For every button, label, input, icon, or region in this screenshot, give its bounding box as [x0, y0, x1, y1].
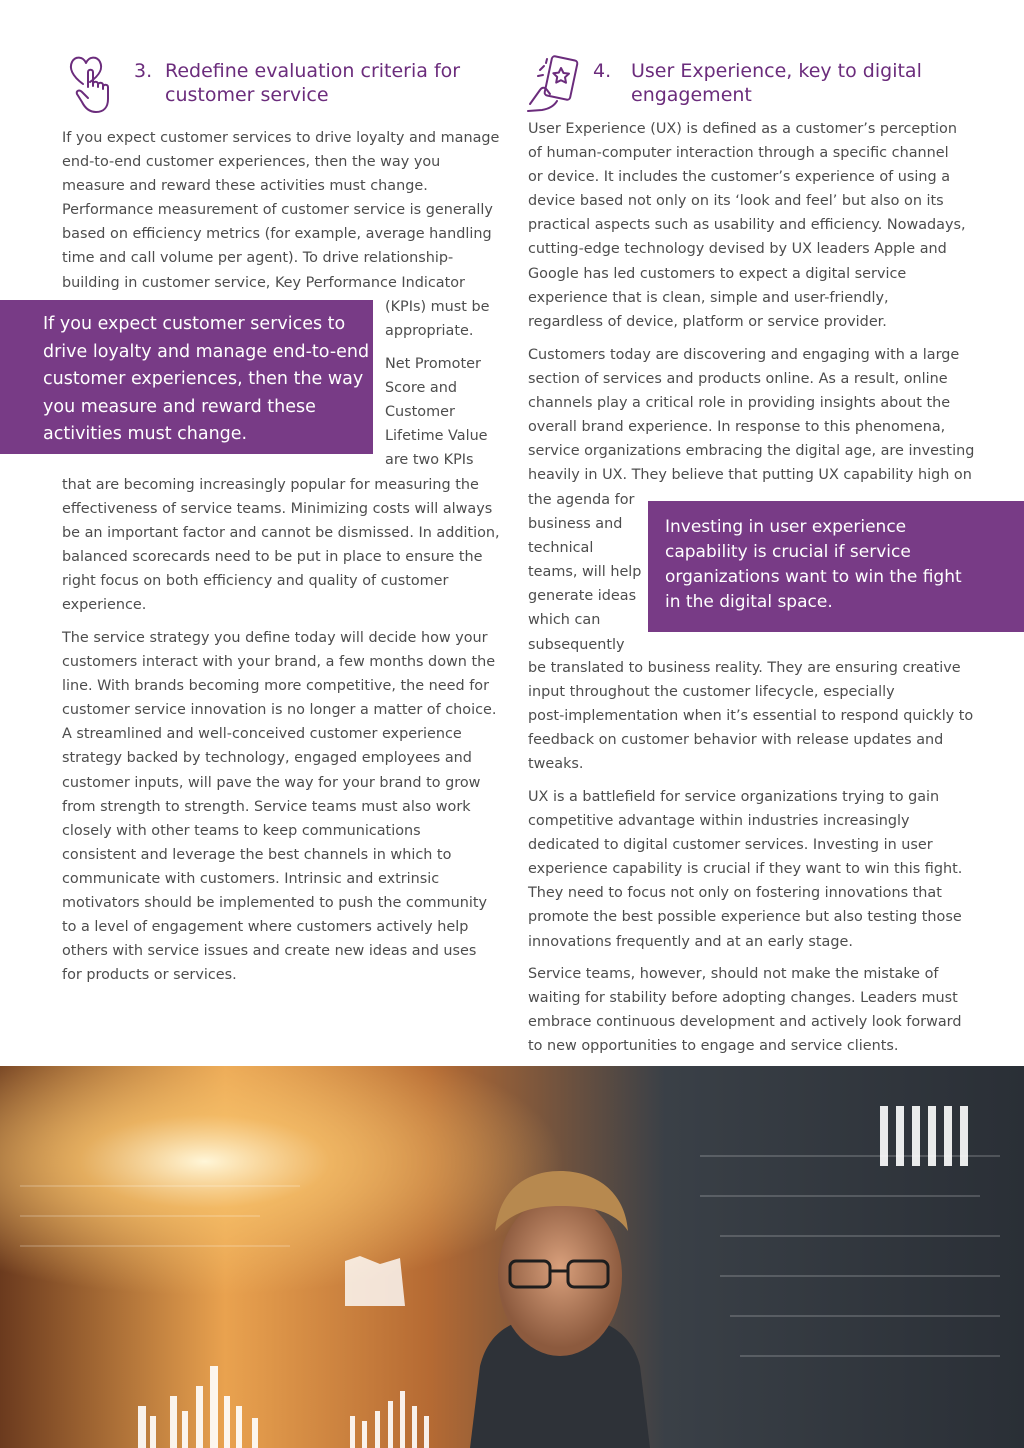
- text-line: feedback on customer behavior with release updates and: [528, 732, 944, 749]
- paragraph: [62, 626, 496, 987]
- paragraph: [528, 117, 966, 334]
- text-line: to a level of engagement where customers actively help: [62, 919, 469, 936]
- text-line: are two KPIs: [385, 452, 474, 469]
- text-line: service organizations embracing the digital age, are investing: [528, 443, 975, 460]
- text-line: dedicated to digital customer services. Investing in user: [528, 837, 933, 854]
- text-line: balanced scorecards need to be put in place to ensure the: [62, 549, 483, 566]
- text-line: effectiveness of service teams. Minimizing costs will always: [62, 501, 493, 518]
- text-line: based on efficiency metrics (for example, average handling: [62, 226, 492, 243]
- text-line: measure and reward these activities must change.: [62, 178, 428, 195]
- text-line: practical aspects such as usability and efficiency. Nowadays,: [528, 217, 966, 234]
- quote-line: If you expect customer services to: [43, 314, 346, 334]
- section-3-heading: [134, 59, 460, 107]
- text-line: experience capability is crucial if they want to win this fight.: [528, 861, 963, 878]
- quote-line: activities must change.: [43, 424, 248, 444]
- paragraph: [528, 785, 962, 954]
- text-line: Customers today are discovering and engaging with a large: [528, 347, 960, 363]
- text-line: right focus on both efficiency and quality of customer: [62, 573, 449, 590]
- text-line: embrace continuous development and actively look forward: [528, 1014, 962, 1031]
- text-line: competitive advantage within industries increasingly: [528, 813, 910, 830]
- paragraph-wrap: [385, 352, 488, 472]
- text-line: heavily in UX. They believe that putting UX capability high on: [528, 467, 972, 484]
- text-line: customer inputs, will pave the way for your brand to grow: [62, 774, 481, 791]
- text-line: building in customer service, Key Performance Indicator: [62, 274, 465, 291]
- text-line: from strength to strength. Service teams must also work: [62, 798, 471, 815]
- text-line: experience.: [62, 597, 147, 614]
- pull-quote-left: [0, 300, 373, 454]
- heading-line: engagement: [631, 84, 752, 106]
- section-4-heading: [593, 59, 922, 107]
- heading-line: User Experience, key to digital: [631, 60, 922, 82]
- quote-line: Investing in user experience: [665, 517, 907, 537]
- text-line: input throughout the customer lifecycle, especially: [528, 684, 895, 701]
- pull-quote-right: [648, 501, 1024, 632]
- man-with-glasses-data-screens-photo: [0, 1066, 1024, 1448]
- text-line: promote the best possible experience but also testing those: [528, 909, 962, 926]
- text-line: cutting-edge technology devised by UX leaders Apple and: [528, 241, 947, 258]
- text-line: consistent and leverage the best channels in which to: [62, 846, 452, 863]
- text-line: technical: [528, 540, 594, 557]
- quote-line: you measure and reward these: [43, 396, 316, 417]
- phone-star-hand-icon: [526, 54, 582, 112]
- text-line: teams, will help: [528, 564, 642, 581]
- text-line: The service strategy you define today will decide how your: [62, 630, 488, 646]
- text-line: or device. It includes the customer’s experience of using a: [528, 169, 951, 186]
- quote-line: customer experiences, then the way: [43, 369, 364, 389]
- quote-line: capability is crucial if service: [665, 542, 911, 562]
- text-line: that are becoming increasingly popular for measuring the: [62, 477, 479, 493]
- text-line: A streamlined and well-conceived customer experience: [62, 726, 462, 743]
- text-line: Score and: [385, 380, 457, 397]
- text-line: of human-computer interaction through a specific channel: [528, 145, 949, 162]
- text-line: be translated to business reality. They are ensuring creative: [528, 660, 961, 676]
- text-line: If you expect customer services to drive loyalty and manage: [62, 130, 500, 146]
- section-number: 4.: [593, 60, 612, 82]
- text-line: device based not only on its ‘look and feel’ but also on its: [528, 193, 944, 210]
- quote-line: drive loyalty and manage end-to-end: [43, 341, 370, 362]
- text-line: They need to focus not only on fostering innovations that: [528, 885, 942, 902]
- paragraph: [528, 656, 973, 776]
- heart-hand-icon: [68, 54, 118, 116]
- text-line: regardless of device, platform or service provider.: [528, 313, 887, 330]
- quote-line: organizations want to win the fight: [665, 567, 962, 587]
- text-line: time and call volume per agent). To drive relationship-: [62, 250, 454, 267]
- text-line: line. With brands becoming more competitive, the need for: [62, 678, 490, 695]
- text-line: for products or services.: [62, 967, 237, 984]
- text-line: customer service innovation is no longer a matter of choice.: [62, 702, 497, 719]
- text-line: waiting for stability before adopting changes. Leaders must: [528, 990, 958, 1007]
- text-line: end-to-end customer experiences, then the way you: [62, 154, 441, 171]
- paragraph: [528, 343, 974, 488]
- text-line: strategy backed by technology, engaged employees and: [62, 750, 472, 767]
- text-line: UX is a battlefield for service organizations trying to gain: [528, 789, 940, 805]
- text-line: appropriate.: [385, 323, 474, 340]
- text-line: Performance measurement of customer service is generally: [62, 202, 493, 219]
- paragraph: [62, 473, 500, 618]
- text-line: subsequently: [528, 636, 625, 653]
- text-line: the agenda for: [528, 492, 635, 508]
- text-line: tweaks.: [528, 756, 584, 773]
- quote-line: in the digital space.: [665, 592, 833, 612]
- text-line: others with service issues and create new ideas and uses: [62, 943, 477, 960]
- text-line: post-implementation when it’s essential to respond quickly to: [528, 708, 974, 725]
- text-line: overall brand experience. In response to this phenomena,: [528, 419, 946, 436]
- text-line: customers interact with your brand, a few months down the: [62, 654, 496, 671]
- text-line: innovations frequently and at an early stage.: [528, 933, 853, 950]
- paragraph-wrap: [528, 488, 641, 657]
- paragraph: [62, 126, 499, 295]
- text-line: section of services and products online. As a result, online: [528, 371, 948, 388]
- heading-line: customer service: [165, 84, 329, 106]
- text-line: Customer: [385, 404, 455, 421]
- section-number: 3.: [134, 60, 153, 82]
- text-line: to new opportunities to engage and service clients.: [528, 1038, 899, 1055]
- text-line: Net Promoter: [385, 356, 481, 372]
- text-line: Lifetime Value: [385, 428, 488, 445]
- heading-line: Redefine evaluation criteria for: [165, 60, 461, 82]
- paragraph: [528, 962, 961, 1058]
- paragraph-wrap: [385, 295, 490, 343]
- text-line: experience that is clean, simple and user-friendly,: [528, 289, 889, 306]
- text-line: User Experience (UX) is defined as a customer’s perception: [528, 121, 957, 137]
- text-line: motivators should be implemented to push the community: [62, 895, 488, 912]
- text-line: be an important factor and cannot be dismissed. In addition,: [62, 525, 500, 542]
- text-line: communicate with customers. Intrinsic and extrinsic: [62, 870, 440, 887]
- text-line: business and: [528, 516, 623, 533]
- text-line: channels play a critical role in providing insights about the: [528, 395, 951, 412]
- text-line: closely with other teams to keep communications: [62, 822, 421, 839]
- text-line: Google has led customers to expect a digital service: [528, 265, 907, 282]
- text-line: which can: [528, 612, 601, 629]
- text-line: generate ideas: [528, 588, 637, 605]
- text-line: (KPIs) must be: [385, 299, 490, 315]
- text-line: Service teams, however, should not make the mistake of: [528, 966, 939, 982]
